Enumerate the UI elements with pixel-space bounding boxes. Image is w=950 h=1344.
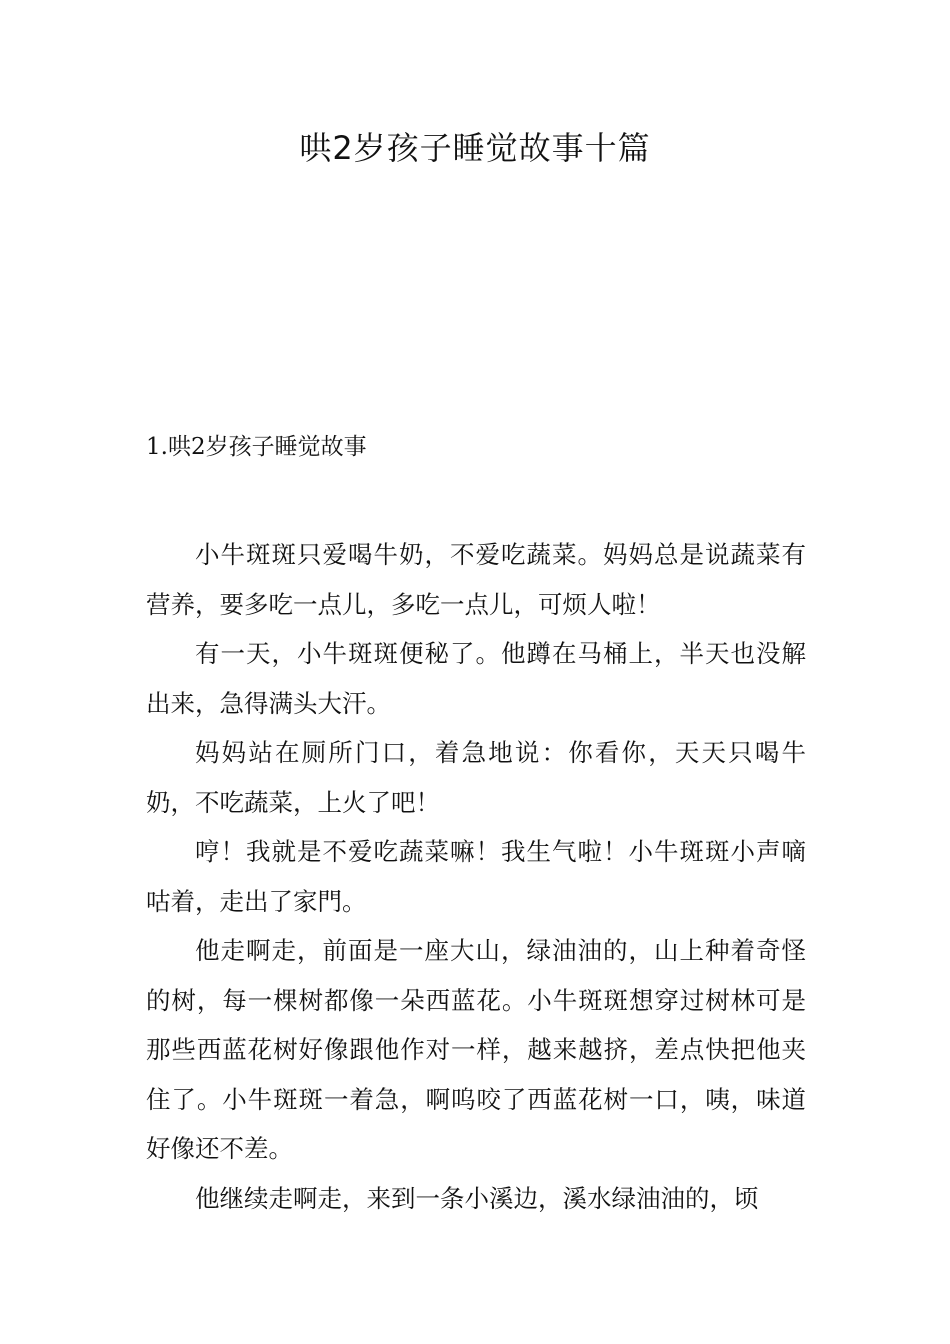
paragraph: 有一天，小牛斑斑便秘了。他蹲在马桶上，半天也没解出来，急得满头大汗。 [146,639,806,718]
paragraph: 他继续走啊走，来到一条小溪边，溪水绿油油的，顷 [195,1183,759,1213]
document-title: 哄2岁孩子睡觉故事十篇 [299,129,651,167]
section-heading: 1.哄2岁孩子睡觉故事 [146,434,367,460]
story-body [146,530,806,1223]
paragraph: 妈妈站在厕所门口，着急地说：你看你，天天只喝牛奶，不吃蔬菜，上火了吧！ [146,738,806,817]
paragraph: 他走啊走，前面是一座大山，绿油油的，山上种着奇怪的树，每一棵树都像一朵西蓝花。小牛斑斑想穿过树林可是那些西蓝花树好像跟他作对一样，越来越挤，差点快把他夹住了。小牛斑斑一着急，啊呜咬了西蓝花树一口，咦，味道好像还不差。 [146,936,806,1163]
paragraph: 小牛斑斑只爱喝牛奶，不爱吃蔬菜。妈妈总是说蔬菜有营养，要多吃一点儿，多吃一点儿，可烦人啦！ [146,540,806,619]
paragraph: 哼！我就是不爱吃蔬菜嘛！我生气啦！小牛斑斑小声嘀咕着，走出了家門。 [146,837,806,916]
